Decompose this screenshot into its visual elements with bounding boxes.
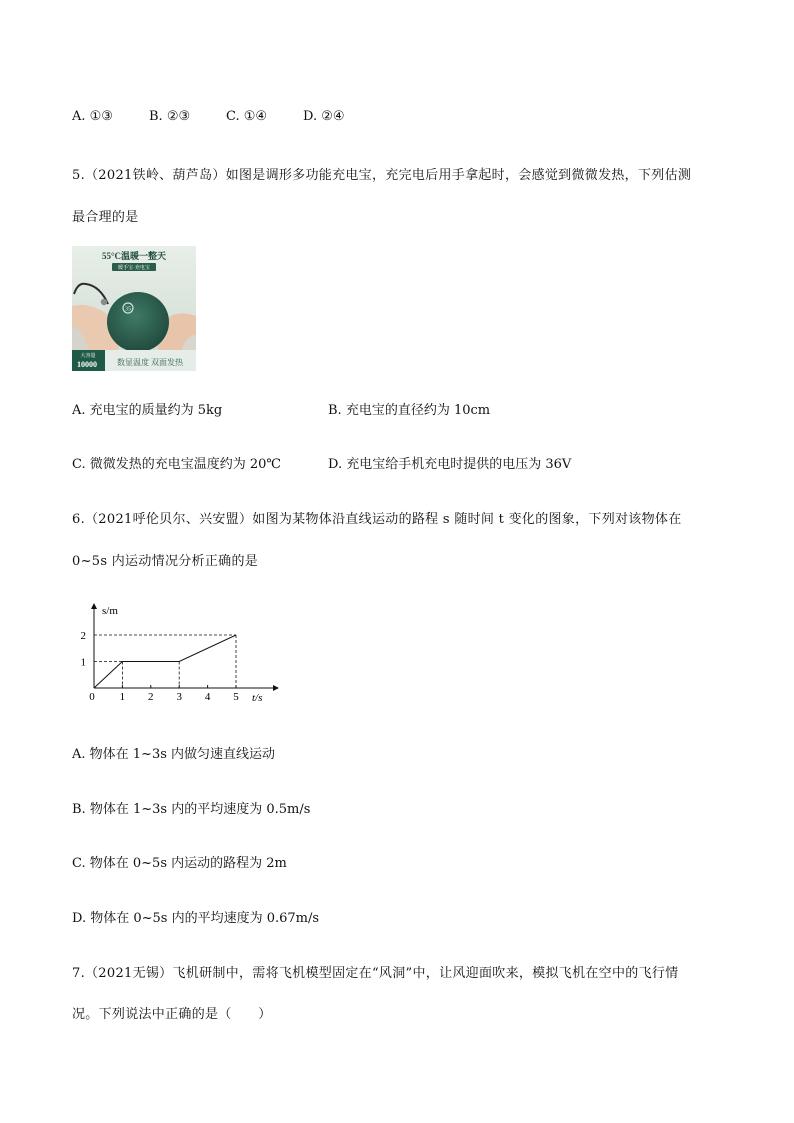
- x-tick-label: 4: [204, 691, 211, 703]
- y-tick-label: 2: [80, 630, 86, 642]
- x-tick-label: 1: [119, 691, 126, 703]
- y-axis-label: s/m: [102, 605, 118, 617]
- q5-stem-line-2: 最合理的是: [72, 210, 139, 225]
- q5-option-a: A. 充电宝的质量约为 5kg: [72, 403, 223, 418]
- svg-text:35: 35: [125, 306, 131, 313]
- s-t-graph: [72, 600, 282, 710]
- q7-stem-line-1: 7.（2021无锡）飞机研制中，需将飞机模型固定在“风洞”中，让风迎面吹来，模拟飞机在空中的飞行情: [72, 966, 679, 981]
- x-axis-label: t/s: [252, 692, 263, 704]
- q4-option-a: A. ①③: [72, 109, 113, 124]
- photo-badge-value: 10000: [77, 360, 97, 369]
- q5-option-b: B. 充电宝的直径约为 10cm: [328, 403, 491, 418]
- q4-option-b: B. ②③: [149, 109, 191, 124]
- power-bank-photo: [72, 246, 196, 371]
- x-tick-label: 5: [233, 691, 239, 703]
- q6-stem-line-2: 0~5s 内运动情况分析正确的是: [72, 554, 259, 569]
- photo-badge-top: 大容量: [80, 354, 96, 359]
- photo-caption: 数显温度 双面发热: [117, 358, 183, 367]
- q5-option-d: D. 充电宝给手机充电时提供的电压为 36V: [328, 457, 572, 472]
- q4-option-c: C. ①④: [226, 109, 268, 124]
- photo-sub-banner: 暖手宝·充电宝: [118, 266, 150, 271]
- q6-option-c: C. 物体在 0~5s 内运动的路程为 2m: [72, 856, 287, 871]
- q7-stem-line-2: 况。下列说法中正确的是（ ）: [72, 1007, 272, 1022]
- q4-option-d: D. ②④: [303, 109, 345, 124]
- q5-stem-line-1: 5.（2021铁岭、葫芦岛）如图是调形多功能充电宝，充完电后用手拿起时，会感觉到微微发热，下列估测: [72, 168, 692, 183]
- q5-option-c: C. 微微发热的充电宝温度约为 20℃: [72, 457, 281, 472]
- q6-option-b: B. 物体在 1~3s 内的平均速度为 0.5m/s: [72, 802, 311, 817]
- y-tick-label: 1: [80, 656, 86, 669]
- x-tick-label: 2: [148, 691, 154, 703]
- photo-banner: 55°C温暖一整天: [101, 251, 167, 261]
- x-tick-label: 3: [176, 691, 182, 703]
- q6-stem-line-1: 6.（2021呼伦贝尔、兴安盟）如图为某物体沿直线运动的路程 s 随时间 t 变化的图象，下列对该物体在: [72, 512, 682, 527]
- x-tick-label: 0: [89, 691, 95, 703]
- q6-option-a: A. 物体在 1~3s 内做匀速直线运动: [72, 747, 276, 762]
- q6-option-d: D. 物体在 0~5s 内的平均速度为 0.67m/s: [72, 911, 320, 926]
